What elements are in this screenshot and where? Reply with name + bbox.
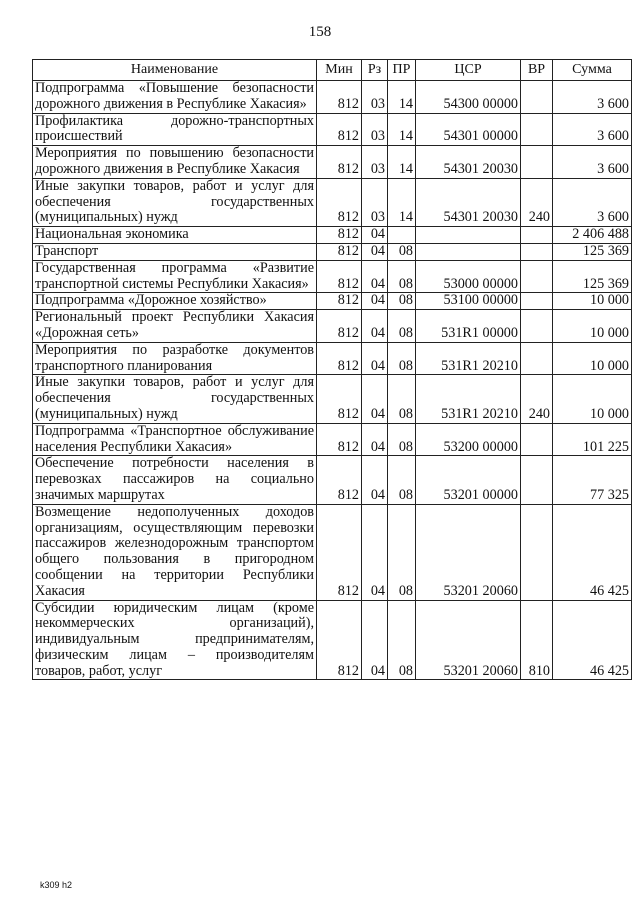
- cell-vr: [521, 423, 553, 456]
- cell-rz: 03: [362, 178, 388, 226]
- cell-csr: [416, 227, 521, 244]
- cell-rz: 03: [362, 81, 388, 114]
- cell-min: 812: [317, 504, 362, 600]
- cell-min: 812: [317, 81, 362, 114]
- cell-name: Обеспечение потребности населения в перевозках пассажиров на социально значимых маршрутах: [33, 456, 317, 504]
- cell-name: Мероприятия по повышению безопасности дорожного движения в Республике Хакасия: [33, 146, 317, 179]
- cell-min: 812: [317, 375, 362, 423]
- cell-vr: [521, 504, 553, 600]
- cell-rz: 04: [362, 600, 388, 680]
- cell-name: Иные закупки товаров, работ и услуг для обеспечения государственных (муниципальных) нужд: [33, 375, 317, 423]
- cell-vr: [521, 227, 553, 244]
- cell-rz: 04: [362, 243, 388, 260]
- cell-min: 812: [317, 456, 362, 504]
- cell-pr: 08: [388, 260, 416, 293]
- cell-rz: 04: [362, 293, 388, 310]
- cell-rz: 04: [362, 342, 388, 375]
- header-min: Мин: [317, 60, 362, 81]
- cell-csr: 53201 20060: [416, 504, 521, 600]
- cell-sum: 125 369: [553, 260, 632, 293]
- cell-min: 812: [317, 146, 362, 179]
- cell-pr: 08: [388, 375, 416, 423]
- cell-sum: 3 600: [553, 81, 632, 114]
- table-row: [33, 504, 632, 600]
- cell-name: Мероприятия по разработке документов транспортного планирования: [33, 342, 317, 375]
- budget-table: [32, 59, 632, 680]
- cell-name: Региональный проект Республики Хакасия «Дорожная сеть»: [33, 310, 317, 343]
- cell-sum: 101 225: [553, 423, 632, 456]
- cell-rz: 04: [362, 310, 388, 343]
- cell-pr: 08: [388, 600, 416, 680]
- cell-vr: [521, 293, 553, 310]
- table-row: [33, 260, 632, 293]
- table-row: [33, 456, 632, 504]
- cell-rz: 03: [362, 146, 388, 179]
- cell-csr: 53201 20060: [416, 600, 521, 680]
- header-name: Наименование: [33, 60, 317, 81]
- cell-min: 812: [317, 227, 362, 244]
- table-row: [33, 146, 632, 179]
- cell-pr: 14: [388, 146, 416, 179]
- table-row: [33, 227, 632, 244]
- cell-min: 812: [317, 293, 362, 310]
- cell-name: Профилактика дорожно-транспортных происшествий: [33, 113, 317, 146]
- cell-vr: [521, 81, 553, 114]
- cell-min: 812: [317, 310, 362, 343]
- cell-csr: [416, 243, 521, 260]
- cell-csr: 531R1 00000: [416, 310, 521, 343]
- cell-min: 812: [317, 113, 362, 146]
- cell-name: Транспорт: [33, 243, 317, 260]
- cell-vr: [521, 113, 553, 146]
- table-row: [33, 243, 632, 260]
- cell-sum: 3 600: [553, 178, 632, 226]
- cell-rz: 04: [362, 456, 388, 504]
- cell-csr: 53100 00000: [416, 293, 521, 310]
- cell-sum: 77 325: [553, 456, 632, 504]
- cell-rz: 04: [362, 423, 388, 456]
- cell-csr: 53000 00000: [416, 260, 521, 293]
- cell-pr: 08: [388, 243, 416, 260]
- cell-name: Подпрограмма «Дорожное хозяйство»: [33, 293, 317, 310]
- cell-sum: 46 425: [553, 504, 632, 600]
- cell-sum: 10 000: [553, 342, 632, 375]
- cell-pr: 08: [388, 342, 416, 375]
- cell-name: Подпрограмма «Транспортное обслуживание населения Республики Хакасия»: [33, 423, 317, 456]
- table-row: [33, 178, 632, 226]
- cell-sum: 2 406 488: [553, 227, 632, 244]
- cell-pr: 08: [388, 310, 416, 343]
- cell-pr: 08: [388, 504, 416, 600]
- header-rz: Рз: [362, 60, 388, 81]
- cell-vr: [521, 243, 553, 260]
- cell-sum: 46 425: [553, 600, 632, 680]
- cell-name: Подпрограмма «Повышение безопасности дорожного движения в Республике Хакасия»: [33, 81, 317, 114]
- cell-csr: 54301 20030: [416, 178, 521, 226]
- cell-pr: [388, 227, 416, 244]
- cell-sum: 10 000: [553, 310, 632, 343]
- cell-pr: 14: [388, 81, 416, 114]
- cell-sum: 3 600: [553, 146, 632, 179]
- cell-name: Субсидии юридическим лицам (кроме некоммерческих организаций), индивидуальным предпринимателям, физическим лицам – производителям товаров, работ, услуг: [33, 600, 317, 680]
- header-vr: ВР: [521, 60, 553, 81]
- table-row: [33, 375, 632, 423]
- cell-vr: 240: [521, 375, 553, 423]
- cell-name: Возмещение недополученных доходов организациям, осуществляющим перевозки пассажиров железнодорожным транспортом общего пользования в пригородном сообщении на территории Республики Хакасия: [33, 504, 317, 600]
- cell-name: Национальная экономика: [33, 227, 317, 244]
- cell-sum: 10 000: [553, 375, 632, 423]
- cell-csr: 531R1 20210: [416, 375, 521, 423]
- header-pr: ПР: [388, 60, 416, 81]
- cell-rz: 04: [362, 260, 388, 293]
- cell-vr: 810: [521, 600, 553, 680]
- cell-vr: [521, 342, 553, 375]
- cell-min: 812: [317, 178, 362, 226]
- cell-pr: 08: [388, 423, 416, 456]
- cell-csr: 54301 00000: [416, 113, 521, 146]
- table-body: [33, 81, 632, 680]
- cell-min: 812: [317, 600, 362, 680]
- cell-min: 812: [317, 260, 362, 293]
- cell-csr: 54301 20030: [416, 146, 521, 179]
- cell-pr: 14: [388, 113, 416, 146]
- cell-sum: 10 000: [553, 293, 632, 310]
- cell-sum: 125 369: [553, 243, 632, 260]
- table-row: [33, 600, 632, 680]
- cell-csr: 53201 00000: [416, 456, 521, 504]
- header-csr: ЦСР: [416, 60, 521, 81]
- cell-pr: 08: [388, 456, 416, 504]
- cell-name: Государственная программа «Развитие транспортной системы Республики Хакасия»: [33, 260, 317, 293]
- cell-rz: 04: [362, 504, 388, 600]
- table-row: [33, 81, 632, 114]
- footer-code: k309 h2: [40, 880, 73, 890]
- table-row: [33, 423, 632, 456]
- table-row: [33, 310, 632, 343]
- cell-rz: 04: [362, 227, 388, 244]
- cell-csr: 53200 00000: [416, 423, 521, 456]
- table-row: [33, 113, 632, 146]
- cell-csr: 531R1 20210: [416, 342, 521, 375]
- cell-min: 812: [317, 243, 362, 260]
- cell-vr: [521, 146, 553, 179]
- cell-vr: 240: [521, 178, 553, 226]
- cell-pr: 08: [388, 293, 416, 310]
- cell-csr: 54300 00000: [416, 81, 521, 114]
- table-row: [33, 293, 632, 310]
- page-number: 158: [308, 24, 332, 40]
- table-row: [33, 342, 632, 375]
- cell-min: 812: [317, 342, 362, 375]
- cell-pr: 14: [388, 178, 416, 226]
- cell-sum: 3 600: [553, 113, 632, 146]
- cell-rz: 04: [362, 375, 388, 423]
- cell-name: Иные закупки товаров, работ и услуг для обеспечения государственных (муниципальных) нужд: [33, 178, 317, 226]
- cell-rz: 03: [362, 113, 388, 146]
- table-header-row: [33, 60, 632, 81]
- cell-vr: [521, 260, 553, 293]
- cell-vr: [521, 456, 553, 504]
- header-sum: Сумма: [553, 60, 632, 81]
- cell-vr: [521, 310, 553, 343]
- cell-min: 812: [317, 423, 362, 456]
